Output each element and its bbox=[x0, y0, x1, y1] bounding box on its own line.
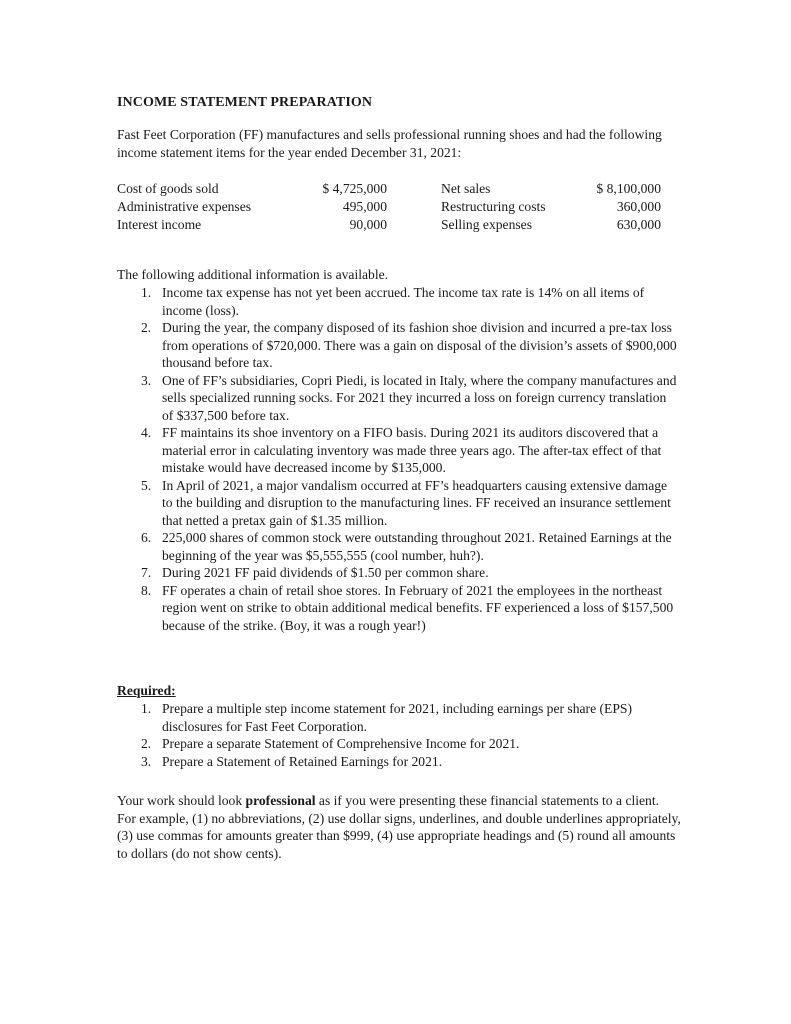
item-amount: 360,000 bbox=[616, 199, 661, 214]
page-title: INCOME STATEMENT PREPARATION bbox=[117, 95, 373, 110]
statement-items-table bbox=[117, 180, 677, 234]
list-number: 7. bbox=[141, 565, 152, 580]
list-item bbox=[117, 700, 677, 735]
list-item-text: Prepare a multiple step income statement for 2021, including earnings per share (EPS) disclosures for Fast Feet Corporation. bbox=[162, 701, 632, 734]
additional-info-heading: The following additional information is available. bbox=[117, 267, 389, 282]
list-item-text: Prepare a separate Statement of Comprehensive Income for 2021. bbox=[162, 736, 520, 751]
item-label: Interest income bbox=[117, 217, 202, 232]
item-amount: $ 8,100,000 bbox=[596, 181, 661, 196]
closing-text: Your work should look bbox=[117, 793, 246, 808]
list-number: 3. bbox=[141, 372, 152, 388]
list-item-text: FF operates a chain of retail shoe stores. In February of 2021 the employees in the northeast region went on strike to obtain additional medical benefits. FF experienced a loss of $157,500 because of the strike. (Boy, it was a rough year!) bbox=[162, 582, 674, 633]
list-number: 5. bbox=[141, 477, 152, 493]
closing-paragraph bbox=[117, 792, 681, 862]
closing-text: as if you were presenting these financial statements to a client. For example, (1) no abbreviations, (2) use dollar signs, underlines, and double underlines appropriately, (3) use commas for amounts greater than $999, (4) use appropriate headings and (5) round all amounts to dollars (do not show cents). bbox=[117, 793, 681, 861]
list-item bbox=[117, 735, 677, 753]
list-item-text: During 2021 FF paid dividends of $1.50 per common share. bbox=[162, 565, 489, 580]
list-item-text: Income tax expense has not yet been accrued. The income tax rate is 14% on all items of income (loss). bbox=[162, 285, 645, 318]
item-label: Selling expenses bbox=[441, 217, 532, 232]
list-number: 4. bbox=[141, 425, 152, 440]
list-number: 6. bbox=[141, 530, 152, 545]
list-item bbox=[117, 582, 677, 635]
statement-item-row bbox=[117, 198, 677, 216]
item-amount: 630,000 bbox=[616, 217, 661, 232]
list-item bbox=[117, 529, 677, 564]
list-item bbox=[117, 477, 677, 530]
list-item bbox=[117, 424, 677, 477]
item-label: Administrative expenses bbox=[117, 199, 252, 214]
list-number: 1. bbox=[141, 701, 152, 716]
list-number: 8. bbox=[141, 582, 152, 598]
item-amount: 495,000 bbox=[342, 199, 387, 214]
list-item-text: During the year, the company disposed of its fashion shoe division and incurred a pre-tax loss from operations of $720,000. There was a gain on disposal of the division’s assets of $900,000 thousand before tax. bbox=[162, 320, 677, 370]
list-number: 2. bbox=[141, 320, 152, 335]
item-amount: 90,000 bbox=[349, 217, 387, 232]
intro-paragraph: Fast Feet Corporation (FF) manufactures and sells professional running shoes and had the following income statement items for the year ended December 31, 2021: bbox=[117, 127, 662, 160]
list-item-text: In April of 2021, a major vandalism occurred at FF’s headquarters causing extensive damage to the building and disruption to the manufacturing lines. FF received an insurance settlement that netted a pretax gain of $1.35 million. bbox=[162, 477, 671, 528]
required-list bbox=[117, 700, 677, 770]
list-number: 2. bbox=[141, 736, 152, 751]
list-item-text: 225,000 shares of common stock were outstanding throughout 2021. Retained Earnings at the beginning of the year was $5,555,555 (cool number, huh?). bbox=[162, 530, 672, 563]
statement-item-row bbox=[117, 180, 677, 198]
list-number: 3. bbox=[141, 753, 152, 769]
list-item bbox=[117, 284, 677, 319]
list-item-text: One of FF’s subsidiaries, Copri Piedi, is located in Italy, where the company manufactures and sells specialized running socks. For 2021 they incurred a loss on foreign currency translation of $337,500 before tax. bbox=[162, 372, 677, 423]
additional-info-list bbox=[117, 284, 677, 634]
list-item bbox=[117, 319, 677, 372]
list-item bbox=[117, 372, 677, 425]
statement-item-row bbox=[117, 216, 677, 234]
closing-emphasis: professional bbox=[245, 793, 316, 808]
list-item-text: Prepare a Statement of Retained Earnings for 2021. bbox=[162, 753, 443, 769]
item-amount: $ 4,725,000 bbox=[322, 181, 387, 196]
item-label: Restructuring costs bbox=[441, 199, 546, 214]
item-label: Net sales bbox=[441, 181, 491, 196]
list-item-text: FF maintains its shoe inventory on a FIFO basis. During 2021 its auditors discovered that a material error in calculating inventory was made three years ago. The after-tax effect of that mistake would have decreased income by $135,000. bbox=[162, 425, 662, 475]
required-heading: Required: bbox=[117, 683, 176, 698]
list-item bbox=[117, 564, 677, 582]
item-label: Cost of goods sold bbox=[117, 181, 219, 196]
list-item bbox=[117, 753, 677, 771]
list-number: 1. bbox=[141, 285, 152, 300]
